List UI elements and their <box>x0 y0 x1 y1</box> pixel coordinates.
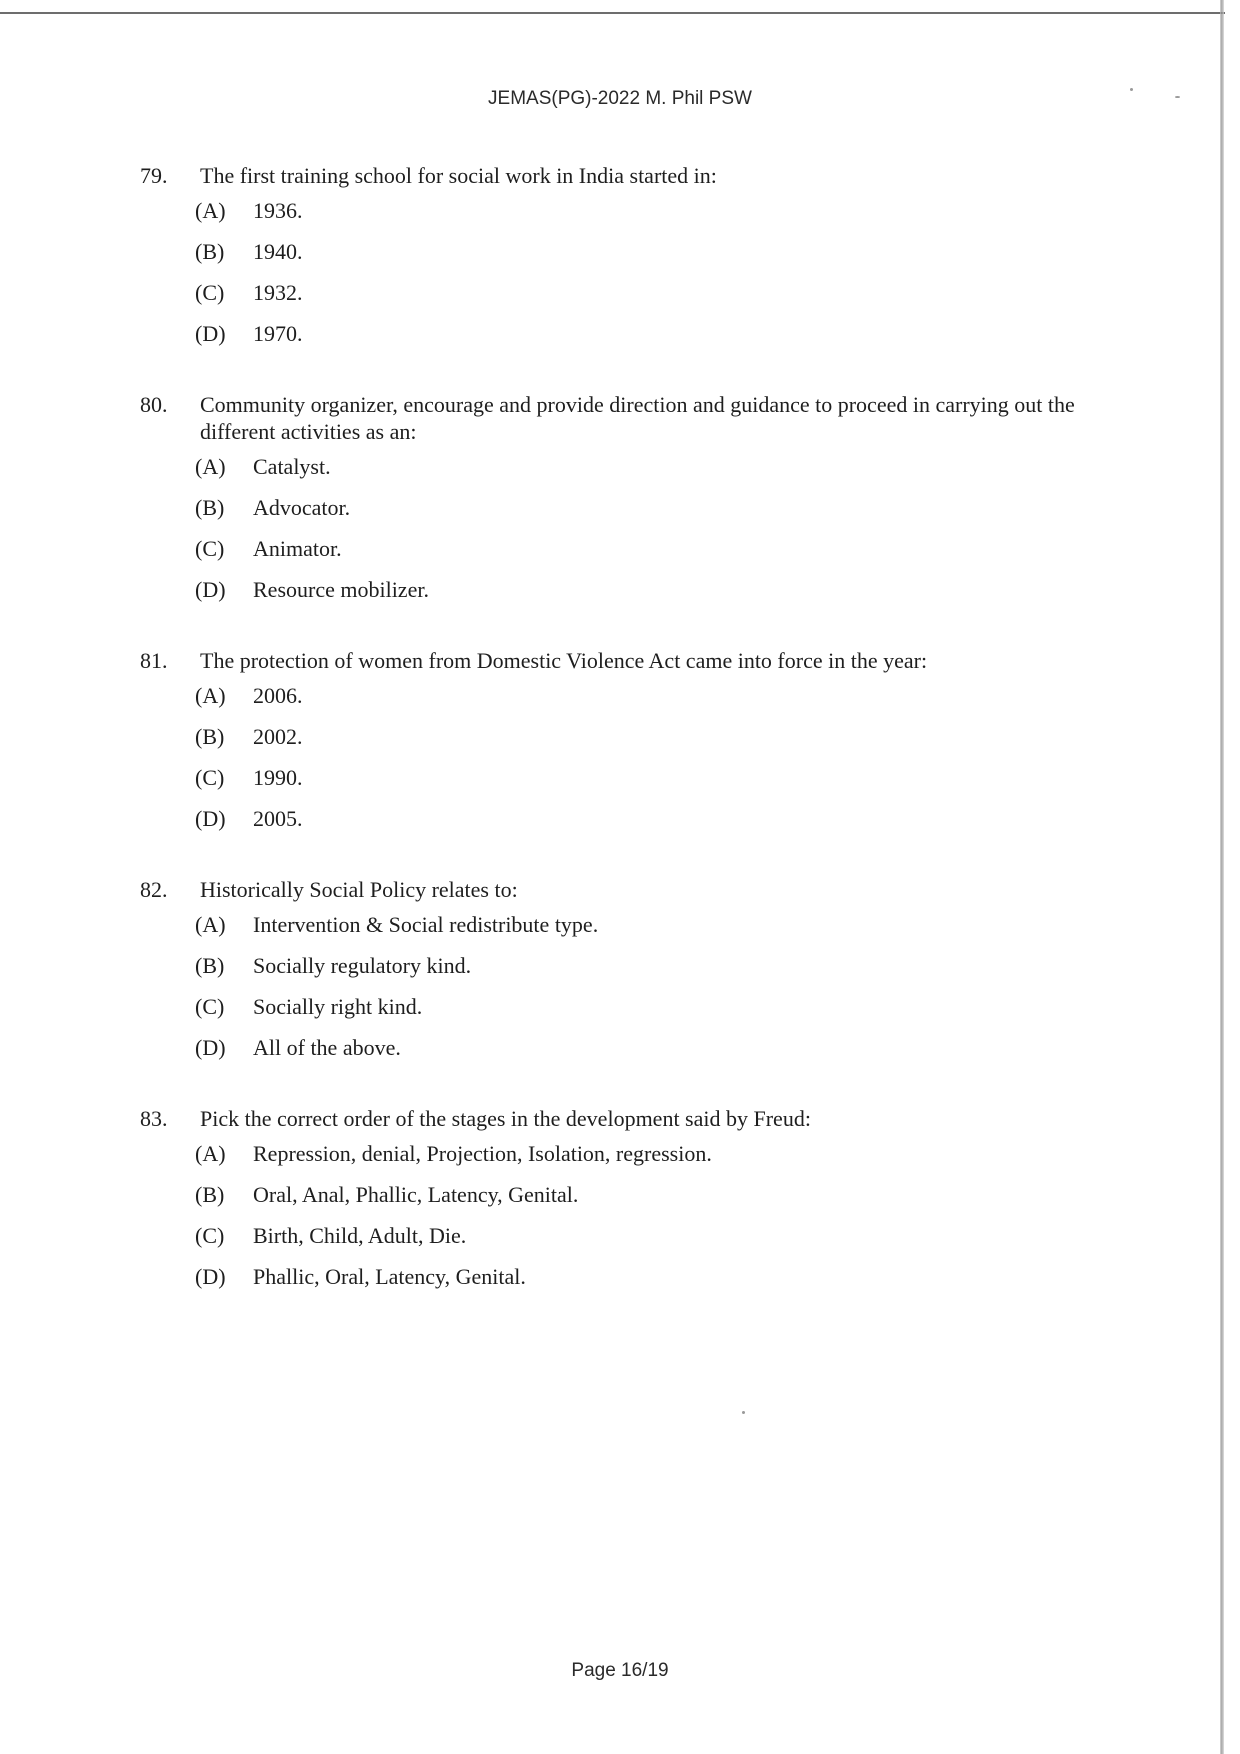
option-text: Animator. <box>253 536 342 561</box>
option-text: Phallic, Oral, Latency, Genital. <box>253 1264 526 1289</box>
option-label: (A) <box>195 198 226 223</box>
question-81 <box>140 647 1140 832</box>
page-top-border <box>0 12 1225 14</box>
option-label: (A) <box>195 454 226 479</box>
option-b <box>195 494 1140 521</box>
option-text: Catalyst. <box>253 454 331 479</box>
question-number: 82. <box>140 877 168 902</box>
option-label: (B) <box>195 239 225 264</box>
option-text: 1932. <box>253 280 303 305</box>
option-label: (D) <box>195 1035 226 1060</box>
option-c <box>195 1222 1140 1249</box>
page-number: Page 16/19 <box>571 1660 669 1681</box>
question-text: The protection of women from Domestic Violence Act came into force in the year: <box>200 648 928 673</box>
option-a <box>195 1140 1140 1167</box>
option-text: Birth, Child, Adult, Die. <box>253 1223 467 1248</box>
option-b <box>195 952 1140 979</box>
question-number: 83. <box>140 1106 168 1131</box>
question-list <box>140 162 1140 1334</box>
option-label: (B) <box>195 495 225 520</box>
option-text: Repression, denial, Projection, Isolation, regression. <box>253 1141 712 1166</box>
option-label: (D) <box>195 321 226 346</box>
option-label: (B) <box>195 953 225 978</box>
option-label: (A) <box>195 912 226 937</box>
question-text: The first training school for social work in India started in: <box>200 163 717 188</box>
option-a <box>195 197 1140 224</box>
question-80 <box>140 391 1140 603</box>
question-number: 81. <box>140 648 168 673</box>
option-list <box>140 453 1140 603</box>
option-text: Oral, Anal, Phallic, Latency, Genital. <box>253 1182 579 1207</box>
question-text: Historically Social Policy relates to: <box>200 877 518 902</box>
option-label: (D) <box>195 577 226 602</box>
page-right-edge <box>1220 0 1224 1754</box>
option-list <box>140 911 1140 1061</box>
option-c <box>195 535 1140 562</box>
option-label: (C) <box>195 1223 225 1248</box>
option-label: (C) <box>195 765 225 790</box>
option-b <box>195 723 1140 750</box>
option-text: Socially regulatory kind. <box>253 953 472 978</box>
option-a <box>195 453 1140 480</box>
question-number: 79. <box>140 163 168 188</box>
option-text: 1970. <box>253 321 303 346</box>
option-text: 2005. <box>253 806 303 831</box>
option-list <box>140 197 1140 347</box>
option-text: Resource mobilizer. <box>253 577 429 602</box>
option-text: 1940. <box>253 239 303 264</box>
option-label: (A) <box>195 683 226 708</box>
option-label: (A) <box>195 1141 226 1166</box>
option-text: 1936. <box>253 198 303 223</box>
option-text: 2006. <box>253 683 303 708</box>
option-label: (C) <box>195 994 225 1019</box>
option-a <box>195 911 1140 938</box>
option-b <box>195 238 1140 265</box>
question-79 <box>140 162 1140 347</box>
option-d <box>195 1034 1140 1061</box>
option-list <box>140 682 1140 832</box>
option-d <box>195 576 1140 603</box>
option-text: Socially right kind. <box>253 994 423 1019</box>
question-82 <box>140 876 1140 1061</box>
option-d <box>195 320 1140 347</box>
option-label: (B) <box>195 1182 225 1207</box>
option-label: (D) <box>195 806 226 831</box>
option-text: 2002. <box>253 724 303 749</box>
option-text: Intervention & Social redistribute type. <box>253 912 599 937</box>
option-c <box>195 279 1140 306</box>
question-text: Pick the correct order of the stages in the development said by Freud: <box>200 1106 811 1131</box>
option-label: (C) <box>195 280 225 305</box>
scan-speck <box>742 1411 745 1414</box>
option-text: 1990. <box>253 765 303 790</box>
question-83 <box>140 1105 1140 1290</box>
option-text: All of the above. <box>253 1035 401 1060</box>
option-d <box>195 1263 1140 1290</box>
option-b <box>195 1181 1140 1208</box>
option-list <box>140 1140 1140 1290</box>
option-c <box>195 993 1140 1020</box>
option-label: (D) <box>195 1264 226 1289</box>
option-label: (B) <box>195 724 225 749</box>
option-c <box>195 764 1140 791</box>
option-d <box>195 805 1140 832</box>
option-a <box>195 682 1140 709</box>
document-header: JEMAS(PG)-2022 M. Phil PSW <box>488 88 752 109</box>
question-number: 80. <box>140 392 168 417</box>
option-label: (C) <box>195 536 225 561</box>
question-text: Community organizer, encourage and provide direction and guidance to proceed in carrying out the different activities as an: <box>200 392 1075 444</box>
option-text: Advocator. <box>253 495 351 520</box>
